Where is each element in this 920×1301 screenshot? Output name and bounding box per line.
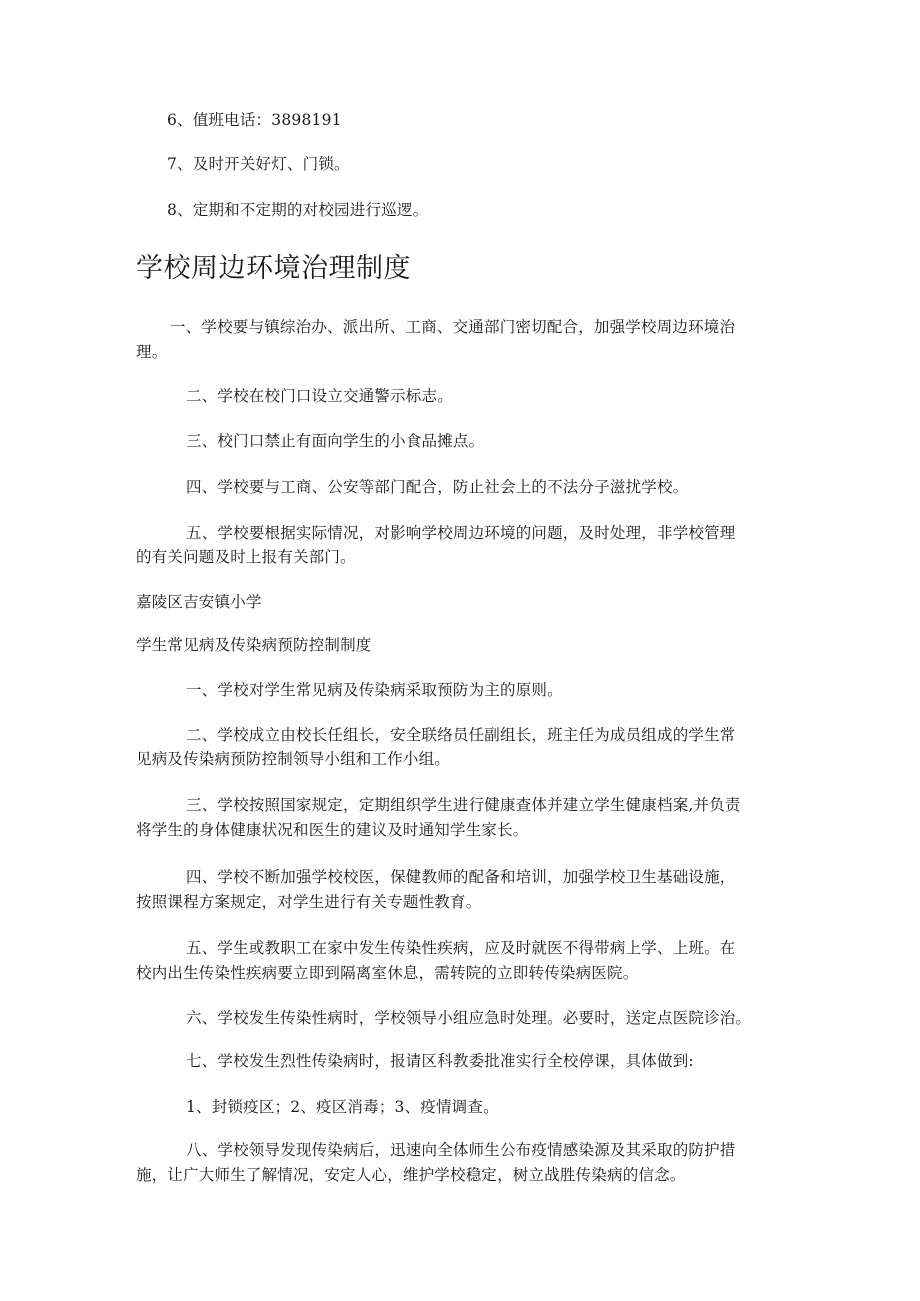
env-paragraph-5-line-1: 五、学校要根据实际情况，对影响学校周边环境的问题，及时处理，非学校管理 bbox=[186, 524, 736, 542]
disease-paragraph-8-line-1: 八、学校领导发现传染病后，迅速向全体师生公布疫情感染源及其采取的防护措 bbox=[186, 1141, 736, 1159]
list-item-8: 8、定期和不定期的对校园进行巡逻。 bbox=[167, 201, 429, 219]
env-paragraph-1-line-1: 一、学校要与镇综治办、派出所、工商、交通部门密切配合，加强学校周边环境治 bbox=[170, 318, 736, 336]
section-title-disease-control: 学生常见病及传染病预防控制制度 bbox=[136, 636, 372, 654]
disease-paragraph-6: 六、学校发生传染性病时，学校领导小组应急时处理。必要时，送定点医院诊治。 bbox=[186, 1009, 752, 1027]
disease-paragraph-8-line-2: 施，让广大师生了解情况，安定人心，维护学校稳定，树立战胜传染病的信念。 bbox=[136, 1166, 686, 1184]
school-name: 嘉陵区吉安镇小学 bbox=[136, 593, 262, 611]
list-item-7: 7、及时开关好灯、门锁。 bbox=[167, 155, 350, 173]
list-item-6: 6、值班电话：3898191 bbox=[167, 111, 342, 129]
disease-paragraph-2-line-1: 二、学校成立由校长任组长，安全联络员任副组长，班主任为成员组成的学生常 bbox=[186, 726, 736, 744]
disease-paragraph-3-line-1: 三、学校按照国家规定，定期组织学生进行健康查体并建立学生健康档案,并负责 bbox=[186, 796, 741, 814]
disease-paragraph-4-line-1: 四、学校不断加强学校校医，保健教师的配备和培训，加强学校卫生基础设施， bbox=[186, 868, 736, 886]
disease-paragraph-7-sublist: 1、封锁疫区；2、疫区消毒；3、疫情调查。 bbox=[186, 1098, 499, 1116]
env-paragraph-2: 二、学校在校门口设立交通警示标志。 bbox=[186, 387, 453, 405]
disease-paragraph-5-line-2: 校内出生传染性疾病要立即到隔离室休息，需转院的立即转传染病医院。 bbox=[136, 964, 639, 982]
env-paragraph-4: 四、学校要与工商、公安等部门配合，防止社会上的不法分子滋扰学校。 bbox=[186, 478, 689, 496]
section-heading-environment: 学校周边环境治理制度 bbox=[136, 253, 411, 284]
disease-paragraph-5-line-1: 五、学生或教职工在家中发生传染性疾病，应及时就医不得带病上学、上班。在 bbox=[186, 939, 736, 957]
disease-paragraph-3-line-2: 将学生的身体健康状况和医生的建议及时通知学生家长。 bbox=[136, 821, 529, 839]
env-paragraph-1-line-2: 理。 bbox=[136, 343, 168, 361]
disease-paragraph-4-line-2: 按照课程方案规定，对学生进行有关专题性教育。 bbox=[136, 893, 482, 911]
disease-paragraph-7: 七、学校发生烈性传染病时，报请区科教委批准实行全校停课，具体做到: bbox=[186, 1052, 694, 1070]
env-paragraph-5-line-2: 的有关问题及时上报有关部门。 bbox=[136, 548, 356, 566]
disease-paragraph-2-line-2: 见病及传染病预防控制领导小组和工作小组。 bbox=[136, 750, 451, 768]
disease-paragraph-1: 一、学校对学生常见病及传染病采取预防为主的原则。 bbox=[186, 681, 563, 699]
env-paragraph-3: 三、校门口禁止有面向学生的小食品摊点。 bbox=[186, 432, 485, 450]
